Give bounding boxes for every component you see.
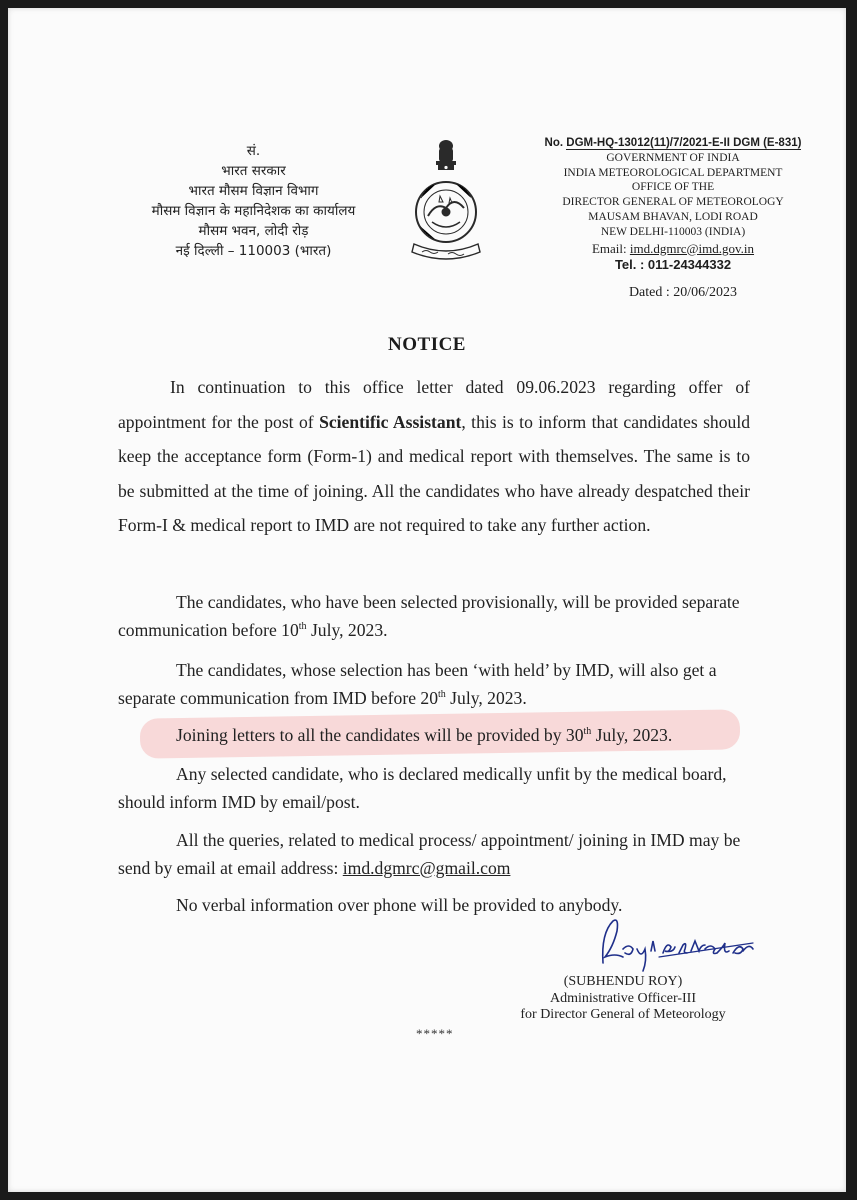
paragraph-1-text-b: , this is to inform that candidates should keep the acceptance form (Form-1) and medical report with themselves. The same is to be submitted at the time of joining. All the candidates who have already despatched their Form-I & medical report to IMD are not required to take any further action. bbox=[118, 411, 751, 535]
hindi-line-5: मौसम भवन, लोदी रोड़ bbox=[198, 223, 309, 239]
date: Dated : 20/06/2023 bbox=[628, 285, 738, 301]
telephone: Tel. : 011-24344332 bbox=[614, 257, 732, 273]
hindi-line-1: सं. bbox=[246, 143, 261, 159]
paragraph-4-text-b: July, 2023. bbox=[591, 725, 673, 745]
english-line-2: INDIA METEOROLOGICAL DEPARTMENT bbox=[563, 166, 783, 179]
paragraph-2 bbox=[118, 588, 750, 644]
english-line-1: GOVERNMENT OF INDIA bbox=[606, 151, 740, 164]
notice-page bbox=[8, 8, 846, 1192]
reference-number bbox=[538, 136, 808, 151]
hindi-header bbox=[136, 141, 371, 261]
paragraph-3-text-a: The candidates, whose selection has been ‘with held’ by IMD, will also get a separate communication from IMD before 20 bbox=[118, 660, 717, 708]
paragraph-1 bbox=[118, 370, 750, 543]
paragraph-4 bbox=[118, 721, 750, 749]
handwritten-signature-icon bbox=[593, 913, 763, 983]
hindi-line-2: भारत सरकार bbox=[221, 163, 286, 179]
footer-stars: ***** bbox=[416, 1026, 454, 1041]
notice-title: NOTICE bbox=[388, 334, 466, 355]
english-line-5: MAUSAM BHAVAN, LODI ROAD bbox=[588, 210, 758, 223]
paragraph-3 bbox=[118, 656, 750, 712]
national-emblem-icon bbox=[436, 140, 456, 170]
paragraph-7-text: No verbal information over phone will be provided to anybody. bbox=[176, 895, 623, 915]
paragraph-2-text-b: July, 2023. bbox=[306, 620, 388, 640]
hindi-line-4: मौसम विज्ञान के महानिदेशक का कार्यालय bbox=[151, 203, 356, 219]
signer-block bbox=[503, 974, 743, 1024]
paragraph-5-text: Any selected candidate, who is declared medically unfit by the medical board, should inform IMD by email/post. bbox=[118, 764, 727, 812]
reference-value: DGM-HQ-13012(11)/7/2021-E-II DGM (E-831) bbox=[566, 137, 802, 149]
paragraph-1-text-a: In continuation to this office letter dated 09.06.2023 regarding offer of appointment for the post of bbox=[118, 377, 750, 432]
english-line-4: DIRECTOR GENERAL OF METEOROLOGY bbox=[562, 196, 784, 209]
paragraph-3-text-b: July, 2023. bbox=[445, 688, 527, 708]
english-line-6: NEW DELHI-110003 (INDIA) bbox=[600, 225, 746, 238]
signer-designation: Administrative Officer-III bbox=[549, 990, 696, 1006]
paragraph-2-text-a: The candidates, who have been selected provisionally, will be provided separate communication before 10 bbox=[118, 592, 740, 640]
motto-scroll-icon bbox=[412, 244, 480, 259]
english-header bbox=[538, 136, 808, 301]
signer-for: for Director General of Meteorology bbox=[520, 1007, 726, 1022]
imd-emblem-logo bbox=[396, 136, 496, 266]
paragraph-6 bbox=[118, 826, 750, 882]
paragraph-4-text-a: Joining letters to all the candidates will be provided by 30 bbox=[176, 725, 584, 745]
header-email bbox=[538, 242, 808, 257]
paragraph-1-bold: Scientific Assistant bbox=[319, 411, 462, 432]
hindi-line-3: भारत मौसम विज्ञान विभाग bbox=[188, 183, 319, 199]
reference-prefix: No. bbox=[544, 137, 567, 149]
paragraph-3-sup: th bbox=[438, 689, 446, 701]
english-line-3: OFFICE OF THE bbox=[631, 181, 715, 194]
hindi-line-6: नई दिल्ली – 110003 (भारत) bbox=[175, 243, 332, 259]
paragraph-6-text: All the queries, related to medical process/ appointment/ joining in IMD may be send by email at email address: bbox=[118, 830, 741, 878]
header-email-link[interactable]: imd.dgmrc@imd.gov.in bbox=[629, 240, 755, 256]
paragraph-5 bbox=[118, 760, 750, 816]
paragraph-4-sup: th bbox=[583, 726, 592, 738]
email-label: Email: bbox=[591, 240, 630, 256]
signer-name: (SUBHENDU ROY) bbox=[563, 974, 683, 989]
paragraph-2-sup: th bbox=[298, 621, 307, 633]
query-email-link[interactable]: imd.dgmrc@gmail.com bbox=[342, 858, 511, 878]
